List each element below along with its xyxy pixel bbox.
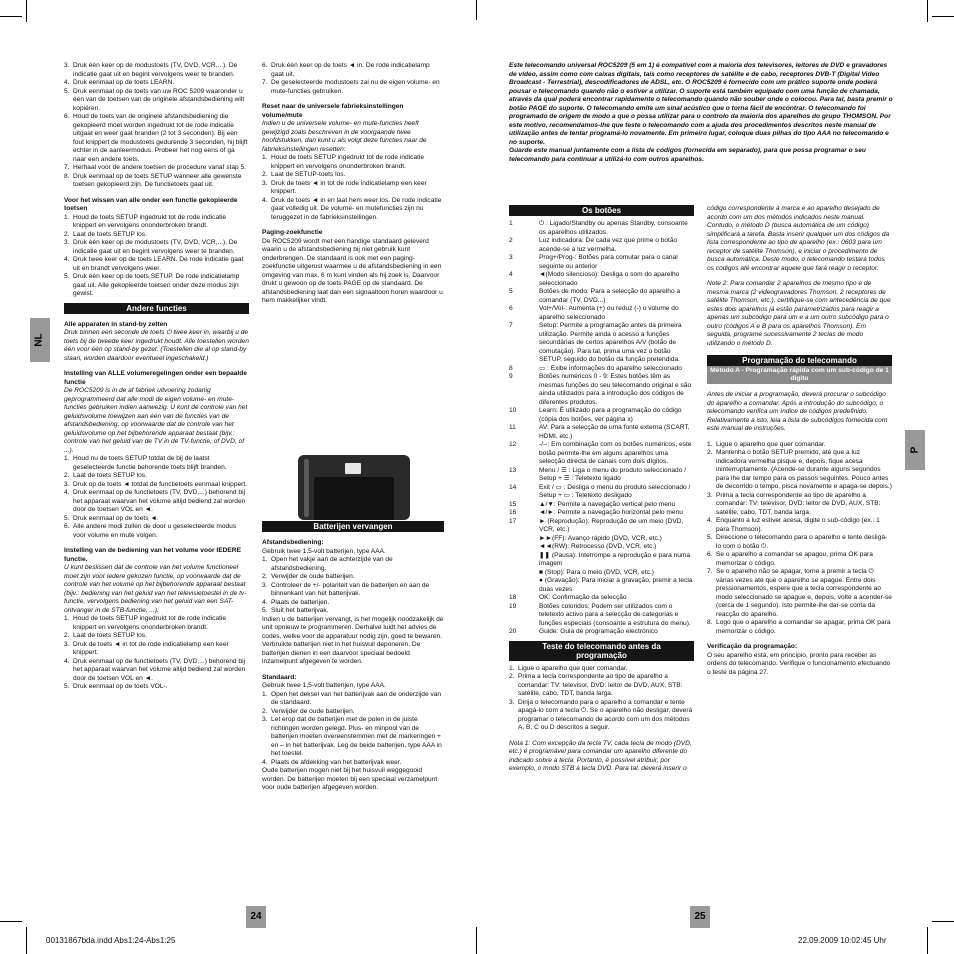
list-item [64,62,249,79]
list-item-text: Druk twee keer op de toets LEARN. De rode indicatie gaat uit en brandt vervolgens weer. [73,256,244,272]
list-item-number: 3. [262,716,268,723]
column-2 [262,62,444,306]
list-item [509,673,694,699]
list-item [509,407,694,424]
list-item [64,214,249,231]
list-item-number: 2 [509,237,513,244]
list-item-number: 18 [509,594,517,601]
list-item [64,632,249,641]
note-1-continued: código correspondente à marca e ao aparelho desejado de acordo com um dos métodos indicados neste manual. Contudo, o método D (busca automática de um código) simplificará a tarefa. Basta inserir qualquer um dos códigos da lista correspondente ao tipo de aparelho (ex.: 0603 para um receptor de satélite Thomson), e iniciar o procedimento de busca automática. Deste modo, o telecomando testará todos os códigos até encontrar aquele que fará reagir o receptor. [707,205,890,272]
list-item-number: 7. [707,568,713,575]
list-item-text: Druk de toets ◄ in en laat hem weer los. De rode indicatie gaat volledig uit. De volume- en mutefuncties zijn nu teruggezet in de fabrieksinstellingen. [271,196,442,221]
column-3 [509,205,694,774]
list-item-text: Laat de toets SETUP los. [73,472,147,479]
list-item [64,472,249,481]
stand-battery-steps [262,691,444,768]
list-item [707,619,892,636]
page-number-left: 24 [246,906,266,928]
list-item-number: 1. [64,213,70,221]
list-item [262,607,444,616]
column-2-lower [262,521,444,793]
list-item-number: 5. [64,273,70,280]
language-tab-nl [30,318,50,362]
list-item-text: Ligue o aparelho que quer comandar. [716,440,826,448]
list-item-text: Houd de toets SETUP ingedrukt tot de rode indicatie knippert en vervolgens ononderbroken brandt. [73,213,227,229]
section-heading: Instelling van de bediening van het volume voor IEDERE functie. [64,547,241,563]
stand-battery-intro: Gebruik twee 1,5-volt batterijen, type AAA. [262,682,386,689]
list-item [707,517,892,534]
list-item [509,501,694,510]
list-item-number: 2. [262,707,268,715]
list-item-number: 3. [707,491,713,499]
list-item-number: 15 [509,500,517,508]
list-item [509,271,694,288]
list-item-number: 2. [262,573,268,580]
list-item [64,523,249,540]
volume2-steps-cont [262,62,444,96]
list-item [707,534,892,551]
list-item-number: 14 [509,483,517,491]
list-item-number: 4. [64,489,70,496]
list-item-text: Dirija o telecomando para o aparelho a comandar e tente apagá-lo com a tecla ⏻. Se o aparelho não desligar, deverá programar o telecomando de acordo com um dos métodos A, B, C ou D descritos a seguir. [518,698,693,731]
list-item-number: 4. [262,758,268,766]
list-item-text: -/--: Em combinação com os botões numéricos, este botão permite-lhe em alguns aparelhos uma selecção directa de canais com dois dígitos. [539,441,692,465]
section-bar-test: Teste do telecomando antes da programação [509,641,694,661]
list-item [509,305,694,322]
list-item-number: 4. [262,196,268,204]
list-item-text: Luz indicadora: De cada vez que prime o botão acende-se a luz vermelha. [539,237,678,253]
list-item [64,658,249,684]
crop-mark [476,0,477,20]
list-item-text: Logo que o aparelho a comandar se apagar, prima OK para memorizar o código. [716,619,891,635]
list-item [509,535,694,544]
note-2: Note 2: Para comandar 2 aparelhos de mesmo tipo e de mesma marca (2 videogravadores Thomson, 2 receptores de satélite Thomson, etc.), certifique-se com antecedência de que estes dois aparelhos já estão parametrizados para reagir a apenas um subcódigo para um e a um outro subcódigo para o outro (códigos A e B para os aparelhos Thomson). Em seguida, programe sucessivamente 2 teclas de modo utilizando o método D. [707,280,891,347]
list-item [509,543,694,552]
language-tab-p [905,430,925,470]
list-item-text: Druk één keer op de modustoets (TV, DVD, VCR,...). De indicatie gaat uit en begint vervolgens weer te branden. [73,62,238,78]
list-item [262,582,444,599]
section-heading: Voor het wissen van alle onder een functie gekopieerde toetsen [64,196,238,212]
list-item-number: 8. [64,172,70,180]
list-item-number: 11 [509,424,516,431]
reset-description: Indien u de universele volume- en mute-functies heeft gewijzigd zoals beschreven in de voorgaande twee hoofdstukken, dan kunt u als volgt deze functies naar de fabrieksinstellingen resetten: [262,120,427,153]
list-item-text: Direccione o telecomando para o aparelho e tente desligá-lo com o botão ⏻. [716,534,888,550]
list-item [262,154,444,171]
list-item-text: Druk de toets ◄ in tot de rode indicatielamp een keer knippert. [73,640,229,656]
paging-description: De ROC5209 wordt met een handige standaard geleverd waarin u de afstandsbediening bij niet gebruik kunt onderbrengen. De standaard is ook met een paging-zoekfunctie uitgerust waarmee u de afstandsbediening in een omgeving van max. 6 m kunt vinden als hij zoek is. Daarvoor drukt u gewoon op de toets PAGE op de standaard. De afstandsbediening laat dan een signaaltoon horen waardoor u hem makkelijker vindt. [262,237,443,304]
crop-mark [932,921,954,922]
list-item-number: 2. [64,632,70,639]
language-tab-label: NL [34,333,45,347]
column-4 [707,205,892,677]
list-item [509,441,694,467]
volume-description: De ROC5209 is in de af fabriek uitvoering zodanig geprogrammeerd dat alle modi de eigen volume- en mute-functies gebruiken indien aanwezig. U kunt de controle van het geluidsvolume toewijzen aan één van de functies van de afstandsbediening, op voorwaarde dat de controle van het geluidsvolume op het bijbehorende apparaat bestaat (bijv.: controle van het geluid van de TV in de TV-functie, of DVD, of ...). [64,387,248,454]
list-item [64,88,249,114]
section-heading: Afstandsbediening: [262,539,324,546]
list-item-text: Botões coloridos: Podem ser utilizados com o teletexto activo para a selecção de categorias e funções especiais (consoante a estrutura do menu). [539,602,691,627]
list-item [64,239,249,256]
list-item-number: 4. [64,256,70,263]
volume2-steps-list [64,615,249,692]
section-bar-method-a: Método A - Programação rápida com um sub-código de 1 digito [707,366,892,384]
list-item-text: ◄◄(RW): Retrocesso (DVD, VCR, etc.) [539,543,657,550]
list-item-text: ● (Gravação): Para iniciar a gravação, premir a tecla duas vezes [539,577,693,593]
list-item-number: 5 [509,288,513,295]
page-number-right: 25 [690,906,710,928]
intro-paragraph: Este telecomando universal ROC5209 (5 em 1) é compatível com a maioria dos televisores, leitores de DVD e gravadores de vídeo, assim como com caixas digitais, tais como receptores de satélite e de cabo, receptores DVB-T (Digital Video Broadcast - Terrestrial), descodificadores de ADSL, etc. O ROC5209 é fornecido com um prático suporte onde poderá pousar o telecomando quando não o estiver a utilizar. O suporte está também equipado com uma função de chamada, através da qual poderá encontrar rapidamente o telecomando quando não souber onde o colocou. Para tal, basta premir o botão PAGE do suporte. O telecomando emite um sinal acústico que o torna fácil de encontrar. O telecomando foi programado de origem de modo a que o possa utilizar para o controlo da maioria dos aparelhos do grupo THOMSON. Por este motivo, recomendamos-lhe que teste o telecomando com a ajuda dos procedimentos descritos neste manual de utilização antes de tentar programá-lo novamente. Em primeiro lugar, coloque duas pilhas do tipo AAA no telecomando e no suporte. [509,62,893,146]
list-item [509,577,694,594]
list-item-text: Houd de toets van de originele afstandsbediening die gekopieerd moet worden ingedrukt tot de rode indicatie uitgaat en weer gaat branden (2 tot 3 seconden). Bij een fout knippert de modustoets gedurende 3 seconden, hij blijft echter in de aanleermodus. Probeer het nog eens of ga naar een andere toets. [73,113,248,163]
list-item [509,509,694,518]
list-item-number: 10 [509,407,517,414]
list-item [64,683,249,692]
list-item [262,171,444,180]
list-item [262,708,444,717]
list-item-text: Prog+/Prog-: Botões para comutar para o canal seguinte ou anterior [539,254,678,270]
list-item-number: 7 [509,322,513,329]
list-item [262,180,444,197]
list-item [509,665,694,674]
list-item [509,628,694,637]
list-item-number: 5. [64,683,70,690]
list-item-number: 8 [509,364,513,372]
volume2-description: U kunt beslissen dat de controle van het volume functioneel moet zijn voor iedere gekozen functie, op voorwaarde dat de controle van het volume op het bijbehorende apparaat bestaat (bijv.: bediening van het geluid van het televisietoestel in de tv-functie, vervolgens bediening van het geluid van een SAT-ontvanger in de STB-functie, ...). [64,564,247,614]
section-heading: Reset naar de universele fabrieksinstellingen volume/mute [262,103,404,119]
print-footer-right: 22.09.2009 10:02:45 Uhr [798,936,887,945]
list-item-number: 1. [64,615,70,622]
list-item [509,484,694,501]
list-item-text: Enquanto a luz estiver acesa, digite o sub-código (ex.: 1 para Thomson). [716,517,880,533]
list-item [64,173,249,190]
list-item-text: Druk de toets ◄ in tot de rode indicatielamp een keer knippert. [271,179,427,195]
list-item-text: Vol+/Vol-: Aumenta (+) ou reduz (-) o volume do aparelho seleccionado [539,305,679,321]
test-steps-list [509,665,694,733]
list-item-text: Druk eenmaal op de toets LEARN. [73,79,175,86]
list-item-text: Druk één keer op de toets ◄ in. De rode indicatielamp gaat uit. [271,62,430,78]
list-item-text: Botões numéricos 0 - 9: Estes botões têm as mesmas funções do seu telecomando original e são ainda utilizados para a introdução dos códigos de diferentes produtos. [539,373,692,406]
remote-battery-note: Indien u de batterijen vervangt, is het mogelijk noodzakelijk de unit opnieuw te programmeren. Derhalve luidt het advies de codes, welke voor de apparatuur nodig zijn, goed te bewaren. [262,615,444,640]
verify-description: O seu aparelho está, em princípio, pronto para receber as ordens do telecomando. Verifique o funcionamento efectuando o teste da página 27. [707,651,891,676]
list-item-text: Laat de toets SETUP los. [73,632,147,639]
list-item-text: ►►(FF): Avanço rápido (DVD, VCR, etc.) [539,534,662,542]
list-item-text: ⏻ : Ligado/Standby ou apenas Standby, consoante os aparelhos utilizados. [539,220,688,236]
list-item-number: 6. [64,523,70,530]
section-heading: Verificação da programação: [707,643,798,650]
list-item [509,552,694,569]
list-item-text: Druk op de toets ◄ totdat de functietoets eenmaal knippert. [73,480,248,488]
list-item-text: Sluit het batterijvak. [271,607,329,614]
list-item [707,551,892,568]
list-item-text: Druk één keer op de modustoets (TV, DVD, VCR,...). De indicatie gaat uit en begint vervolgens weer te branden. [73,239,238,255]
list-item-number: 3. [64,480,70,488]
remote-battery-intro: Gebruik twee 1,5-volt batterijen, type AAA. [262,547,386,555]
list-item-number: 4. [262,598,268,606]
list-item-number: 1. [262,690,268,698]
list-item [64,489,249,515]
list-item-number: 3. [262,581,268,589]
list-item-number: 17 [509,517,517,525]
list-item-number [509,569,539,578]
list-item-text: AV: Para a selecção de uma fonte externa (SCART, HDMI, etc.) [539,424,690,440]
list-item-number: 7. [64,164,70,171]
list-item-number: 8. [707,619,713,626]
list-item-text: Ligue o aparelho que quer comandar. [518,664,628,672]
list-item-text: Druk eenmaal op de toets ◄. [73,514,159,522]
section-bar-other-functions: Andere functies [64,303,249,314]
list-item-text: ► (Reprodução): Reprodução de um meio (DVD, VCR, etc.) [539,517,684,533]
list-item-text: Druk eenmaal op de toets SETUP wanneer alle gewenste toetsen gekopieerd zijn. De functietoets gaat uit. [73,172,242,188]
section-heading: Standaard: [262,673,297,681]
remote-stand-photo [298,455,410,520]
list-item-text: Open het vakje aan de achterzijde van de afstandsbediening. [271,556,393,572]
list-item-text: Verwijder de oude batterijen. [271,707,355,715]
list-item [64,231,249,240]
list-item [64,615,249,632]
list-item [64,515,249,524]
right-intro [509,62,893,164]
delete-steps-list [64,214,249,299]
list-item-number: 1 [509,220,513,227]
list-item [262,599,444,608]
list-item-number: 2. [509,673,515,680]
crop-mark [927,0,928,22]
list-item [64,256,249,273]
list-item-number: 1. [509,664,515,672]
list-item-text: Exit / ▭ : Desliga o menu do produto seleccionado / Setup + ▭ : Teletexto desligado [539,483,691,499]
list-item-number [509,577,539,594]
list-item-text: Learn: É utilizado para a programação do código (cópia dos botões, ver página x) [539,407,682,423]
list-item [509,237,694,254]
list-item-number: 13 [509,466,517,474]
list-item-number: 4. [64,79,70,86]
list-item-number: 3. [262,179,268,187]
section-heading: Instelling van ALLE volumeregelingen onder een bepaalde functie [64,370,247,386]
list-item-number: 1. [64,455,70,462]
remote-battery-disposal: Verbruikte batterijen niet in het huisvuil deponeren. De batterijen dienen in een daarvoor speciaal bedoeld inzamelpunt afgegeven te worden. [262,641,421,665]
list-item [509,254,694,271]
list-item [509,365,694,374]
list-item [262,691,444,708]
list-item-number: 6. [64,113,70,120]
list-item-text: Setup: Permite a programação antes da primeira utilização. Permite ainda o acesso a funções secundárias de certos aparelhos A/V (botão de comutação). Para tal, prima uma vez o botão SETUP, seguido do botão da função pretendida. [539,322,682,363]
list-item-text: Druk eenmaal op de functietoets (TV, DVD,...) behorend bij het apparaat waarvan het volume altijd bediend zal worden door de toetsen VOL en ◄. [73,657,246,682]
list-item-text: Houd de toets SETUP ingedrukt tot de rode indicatie knippert en vervolgens ononderbroken brandt. [73,615,227,631]
list-item-number: 5. [64,87,70,95]
list-item-text: Plaats de batterijen. [271,598,330,606]
buttons-list [509,220,694,637]
list-item [707,449,892,492]
list-item-number [509,535,539,544]
list-item-text: ▭ : Exibe informações do aparelho seleccionado [539,364,682,372]
crop-mark [932,16,954,17]
list-item-text: Se o aparelho não se apagar, torne a premir a tecla ⏻ várias vezes até que o aparelho se apague. Entre dois pressionamentos, espere que a tecla correspondente ao modo seleccionado se apague e, depois, volte a acender-se (cerca de 1 segundo). Isto permite-lhe dar-se conta da reacção do aparelho. [716,568,892,618]
list-item [707,492,892,518]
list-item-number: 3. [509,698,515,706]
list-item [707,441,892,450]
list-item [262,79,444,96]
list-item-text: Laat de SETUP-toets los. [271,171,346,178]
list-item [509,288,694,305]
method-a-steps [707,441,892,637]
list-item [509,603,694,629]
list-item-text: Laat de toets SETUP los. [73,230,147,238]
language-tab-label: P [908,446,920,454]
list-item-number: 6. [707,551,713,558]
list-item-text: ❚❚ (Pausa): Interrompe a reprodução e para numa imagem [539,551,691,567]
list-item [64,455,249,472]
list-item-number: 1. [262,154,268,161]
list-item [509,569,694,578]
list-item-text: Druk eenmaal op de functietoets (TV, DVD,...) behorend bij het apparaat waarvan het volume altijd bediend zal worden door de toetsen VOL en ◄. [73,489,246,513]
list-item [262,62,444,79]
list-item-text: Botões de modo: Para a selecção do aparelho a comandar (TV, DVD...) [539,288,681,304]
list-item-text: ◄(Modo silencioso): Desliga o som do aparelho seleccionado [539,271,680,287]
crop-mark [0,16,22,17]
section-heading: Paging-zoekfunctie [262,229,323,236]
list-item-text: Guide: Guia de programação electrónico [539,628,658,635]
list-item-text: De geselecteerde modustoets zal nu de eigen volume- en mute-functies gebruiken. [271,79,440,95]
list-item [64,273,249,299]
list-item-number: 3. [64,62,70,69]
list-item-text: ▲/▼: Permite a navegação vertical pelo menu [539,500,676,508]
list-item-text: Alle andere modi zullen de door u geselecteerde modus voor volume en mute volgen. [73,523,237,539]
stand-battery-note: Oude batterijen mogen niet bij het huisvuil weggegooid worden. De batterijen moeten bij een speciaal verzamelpunt voor oude batterijen afgegeven worden. [262,767,438,791]
list-item-text: Druk één keer op de toets SETUP. De rode indicatielamp gaat uit. Alle gekopieerde toetsen onder deze modus zijn gewist. [73,273,240,297]
list-item-text: Plaats de afdekking van het batterijvak weer. [271,758,402,766]
list-item-number: 1. [262,556,268,563]
list-item-text: Controleer de +/- polariteit van de batterijen en aan de binnenkant van het batterijvak. [271,581,430,597]
list-item [509,373,694,407]
list-item-text: Menu / ☰ : Liga o menu do produto seleccionado / Setup + ☰ : Teletexto ligado [539,466,687,482]
crop-mark [0,921,22,922]
list-item [707,568,892,619]
section-bar-batteries: Batterijen vervangen [262,521,444,532]
list-item-number: 3 [509,254,513,261]
list-item-number: 4. [64,657,70,665]
section-heading: Alle apparaten in stand-by zetten [64,320,168,328]
setup-steps-list [64,62,249,190]
list-item-text: Se o aparelho a comandar se apagou, prima OK para memorizar o código. [716,551,873,567]
section-bar-programming: Programação do telecomando [707,355,892,366]
print-footer-left: 00131867bda.indd Abs1:24-Abs1:25 [46,936,176,945]
list-item-number: 7. [262,79,268,86]
list-item-number: 5. [64,514,70,522]
list-item [64,79,249,88]
list-item [64,164,249,173]
list-item [64,113,249,164]
list-item-text: Druk eenmaal op de toets VOL-. [73,683,168,690]
list-item-number [509,552,539,569]
list-item-number: 16 [509,509,517,516]
list-item [509,518,694,535]
list-item-number: 3. [64,640,70,648]
list-item-text: Herhaal voor de andere toetsen de procedure vanaf stap 5. [73,164,247,171]
list-item-number: 6 [509,305,513,312]
list-item-number: 4 [509,271,513,278]
intro-keep-manual: Guarde este manual juntamente com a lista de códigos (fornecida em separado), para que possa programar o seu telecomando para continuar a utilizá-lo com outros aparelhos. [509,147,866,163]
list-item-text: Houd nu de toets SETUP totdat de bij de laatst geselecteerde functie behorende toets blijft branden. [73,455,227,471]
list-item [509,699,694,733]
list-item [509,322,694,365]
list-item-number: 2. [262,171,268,178]
list-item-text: Prima a tecla correspondente ao tipo de aparelho a comandar: TV: televisor, DVD: leitor de DVD, AUX, STB: satélite, cabo, TDT, banda larga. [518,673,683,697]
list-item [64,641,249,658]
column-1 [64,62,249,692]
list-item-text: Prima a tecla correspondente ao tipo de aparelho a comandar: TV: televisor, DVD: leitor de DVD, AUX, STB: satélite, cabo, TDT, banda larga. [716,491,881,516]
list-item-number: 12 [509,441,517,448]
list-item [509,220,694,237]
list-item-text: ■ (Stop): Para o meio (DVD, VCR, etc.) [539,568,655,576]
list-item-number: 5. [707,534,713,541]
list-item [64,481,249,490]
list-item [509,424,694,441]
list-item [262,759,444,768]
list-item-text: OK: Confirmação da selecção [539,594,627,601]
page-button-icon [345,463,361,474]
reset-steps-list [262,154,444,222]
list-item [262,197,444,223]
remote-battery-steps [262,556,444,616]
list-item-text: Mantenha o botão SETUP premido, até que a luz indicadora vermelha pisque e, depois, fique acesa ininterruptamente. (Acende-se durante alguns segundos para lhe dar tempo para os passos seguintes. Pouco antes de decorrido o tempo, pisca novamente e apaga-se depois.) [716,449,892,490]
list-item-number: 5. [262,607,268,614]
list-item-text: Open het deksel van het batterijvak aan de onderzijde van de standaard. [271,690,442,706]
list-item-text: Druk eenmaal op de toets van uw ROC 5209 waaronder u één van de toetsen van de originele afstandsbediening wilt kopiëren. [73,87,245,112]
list-item [509,594,694,603]
list-item-text: Let erop dat de batterijen met de polen in de juiste richtingen worden gelegd. Plus- en minpool van de batterijen moeten overeenstemmen met de markeringen + en – in het batterijvak. Leg de beide batterijen, type AAA in het toestel. [271,716,442,757]
method-a-intro: Antes de iniciar a programação, deverá procurar o subcódigo do aparelho a comandar. Após a introdução do subcódigo, o telecomando verifica um índice de códigos predefinido. Relativamente a isto, leia a lista de subcódigos fornecida com este manual de instruções. [707,391,888,432]
crop-mark [26,0,27,22]
list-item-number: 3. [64,239,70,246]
note-1: Nota 1: Com excepção da tecla TV, cada tecla de modo (DVD, etc.) é programável para comandar um aparelho diferente do indicado sobre a tecla. Portanto, é possível atribuir, por exemplo, o modo STB à tecla DVD. Para tal, deverá inserir o [509,739,692,772]
list-item-text: Verwijder de oude batterijen. [271,573,355,580]
list-item-number: 2. [64,472,70,479]
list-item-number: 2. [64,230,70,238]
list-item-number [509,543,539,552]
list-item-number: 9 [509,373,513,380]
list-item-number: 19 [509,602,517,610]
crop-mark [26,927,27,954]
list-item [509,467,694,484]
section-bar-buttons: Os botões [509,205,694,216]
list-item-number: 20 [509,628,517,635]
list-item-number: 1. [707,440,713,448]
standby-description: Druk binnen een seconde de toets ⏻ twee keer in, waarbij u de toets bij de tweede keer ingedrukt houdt. Alle toestellen worden één voor één op stand-by gezet. (Toestellen die al op stand-by staan, worden daardoor eventueel ingeschakeld.) [64,329,249,362]
list-item-number: 2. [707,449,713,456]
list-item [262,573,444,582]
list-item-text: Houd de toets SETUP ingedrukt tot de rode indicatie knippert en vervolgens ononderbroken brandt. [271,154,425,170]
volume-steps-list [64,455,249,540]
list-item-number: 6. [262,62,268,69]
list-item [262,716,444,759]
list-item-number: 4. [707,517,713,524]
crop-mark [927,927,928,954]
crop-mark [476,927,477,954]
list-item [262,556,444,573]
list-item-text: ◄/►: Permite a navegação horizontal pelo menu [539,509,683,516]
